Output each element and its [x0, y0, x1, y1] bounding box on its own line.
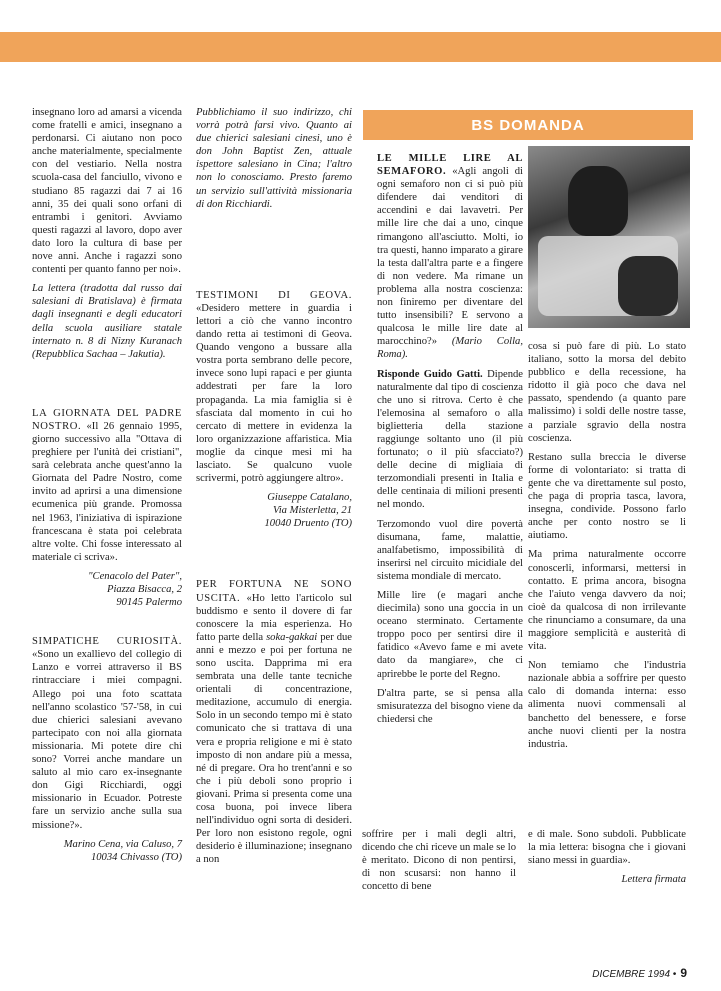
question-author: (Mario Colla, Roma). [377, 336, 523, 361]
question-body: «Agli angoli di ogni semaforo non ci si può più difendere dai venditori di accendini e dai lavavetri. Per mille lire che dai a uno, cinque rimangono all'asciutto. Molti, io tra questi, hanno imparato a girare la testa dall'altra parte e a fingere di non vedere. Ma rimane un problema alla nostra coscienza: non finiremo per diventare del tutto insensibili? E servono a qualcosa le mille lire date al marocchino?» [377, 166, 523, 348]
answer-body: Dipende naturalmente dal tipo di coscienza che uno si ritrova. Certo è che l'elemosina al semaforo o alla biglietteria della stazione raggiunge soltanto uno (il più fortunato; o il più sfacciato?) delle decine di migliaia di terzomondiali presenti in Italia e delle centinaia di milioni presenti nel mondo. [377, 368, 523, 511]
signature: 90145 Palermo [116, 597, 182, 609]
letter [32, 407, 182, 564]
paragraph: insegnano loro ad amarsi a vicenda come fratelli e amici, insegnano a perdonarsi. Ci aiutano non poco anche materialmente, specialmente con del vestiario. Nella nostra scuola-casa del fanciullo, vivono e studiano 85 ragazzi dai 7 ai 16 anni, 35 dei quali sono orfani di entrambi i genitori. Avviamo questi ragazzi al lavoro, dopo aver dato loro la cultura di base per nove anni. Anche i ragazzi sono contenti per quanto fanno per noi». [32, 107, 182, 276]
letter-body: per due anni e mezzo e poi per fortuna ne sono uscita. Dapprima mi era sembrata una delle tante tecniche orientali di concentrazione, meditazione, accumulo di energia. Solo in un secondo tempo mi è stato comunicato che si trattava di una vera e propria religione e mi è stato imposto di non andare più a messa, né di pregare. Ora ho trent'anni e so che i più deboli sono proprio i giovani. Prima si presenta come una cosa buona, poi invece libera nell'individuo ogni sorta di desideri. Per loro non esistono regole, ogni desiderio è illuminazione; insegnano a non [196, 631, 352, 866]
column-2 [196, 106, 352, 873]
question-heading: LE MILLE LIRE AL SEMAFORO. [377, 153, 523, 178]
continuation-1 [362, 828, 516, 899]
answer-paragraph: cosa si può fare di più. Lo stato italiano, sotto la morsa del debito pubblico e della recessione, ha ridotto il già poco che dava nel passato, spendendo (a quanto pare malissimo) i soldi delle nostre tasse, a parziale sgravio della nostra coscienza. [528, 341, 686, 444]
answer-paragraph: Ma prima naturalmente occorre conoscerli, informarsi, mettersi in contatto. E prima ancora, bisogna che l'aiuto venga davvero da noi; cioè da qualcosa di non irrilevante che rinunciamo a consumare, da una maggiore semplicità e austerità di vita. [528, 549, 686, 653]
continuation-2 [528, 828, 686, 886]
answer-paragraph: D'altra parte, se si pensa alla smisuratezza del bisogno viene da chiedersi che [377, 687, 523, 725]
editor-note: Pubblichiamo il suo indirizzo, chi vorrà potrà farsi vivo. Quanto ai due chierici salesiani cinesi, uno è don John Baptist Zen, attuale ispettore salesiano in Cina; l'altro non lo conosciamo. Presto faremo un servizio sull'attività missionaria di don Ricchiardi. [196, 107, 352, 210]
column-1 [32, 106, 182, 864]
letter-body: «Desidero mettere in guardia i lettori a ciò che vanno incontro dando retta ai testimoni di Geova. Quando vengono a bussare alla vostra porta sembrano delle pecore, invece sono lupi rapaci e per giunta addestrati per fare la loro propaganda. La mia famiglia si è sfasciata dal momento in cui ho cercato di mettere in evidenza la loro organizzazione affaristica. Mia moglie da cinque mesi mi ha lasciato. Se qualcuno vuole scrivermi, potrò aggiungere altro». [196, 302, 352, 485]
signature: Via Misterletta, 21 [273, 505, 352, 517]
letter-body: «Sono un exallievo del collegio di Lanzo e vorrei attraverso il BS rintracciare i miei compagni. Allego poi una foto scattata nell'anno scolastico '57-'58, in cui due chierici salesiani avevano partecipato con noi alla giornata missionaria. Mi potete dire chi sono? Vorrei anche mandare un saluto al mio caro ex-insegnante don Gigi Ricchiardi, oggi missionario in Ecuador. Potreste fare un servizio anche sulla sua missione?». [32, 649, 182, 831]
letter-heading: TESTIMONI DI GEOVA. [196, 289, 352, 301]
answer-paragraph: Restano sulla breccia le diverse forme di volontariato: si tratta di gente che va direttamente sul posto, che paga di propria tasca, lavora, insegna, condivide. Possono farlo anche per conto nostro se li aiutiamo. [528, 451, 686, 542]
page-footer [592, 966, 687, 980]
letter-body: «Ho letto l'articolo sul buddismo e sento il dovere di far conoscere la mia esperienza. Ho fatto parte della [196, 592, 352, 643]
section-title: BS DOMANDA [471, 117, 585, 134]
emphasis: soka-gakkai [266, 631, 318, 643]
issue-date: DICEMBRE 1994 • [592, 969, 677, 980]
letter-heading: LA GIORNATA DEL PADRE NOSTRO. [32, 407, 182, 432]
letter-body: «Il 26 gennaio 1995, giorno successivo alla "Ottava di preghiere per l'unità dei cristiani", sarà celebrata anche quest'anno la Giornata del Padre Nostro, come invito ad aprirsi a una dimensione ecumenica più grande. Promossa nel 1963, l'iniziativa di ispirazione francescana è stata poi celebrata altre volte. Chi fosse interessato al materiale ci scriva». [32, 420, 182, 563]
question [377, 152, 523, 362]
letter [32, 635, 182, 831]
page-number: 9 [680, 966, 687, 980]
section-banner [363, 110, 693, 140]
letter [196, 289, 352, 485]
signature: "Cenacolo del Pater", [88, 570, 182, 582]
column-3 [377, 152, 523, 732]
signature: Piazza Bisacca, 2 [106, 584, 182, 595]
signature: Giuseppe Catalano, [267, 492, 352, 504]
answer-paragraph: Non temiamo che l'industria nazionale abbia a soffrire per questo calo di domanda interna: esso alimenta nuovi commensali al banchetto del benessere, e forse anche nuovi clienti per la nostra industria. [528, 660, 686, 750]
signature: Lettera firmata [621, 874, 686, 886]
photo [528, 146, 690, 328]
signature: 10034 Chivasso (TO) [90, 851, 182, 863]
signature: 10040 Druento (TO) [264, 518, 352, 530]
letter [196, 578, 352, 866]
signature: Marino Cena, via Caluso, 7 [63, 838, 182, 850]
answer-paragraph: Mille lire (e magari anche diecimila) sono una goccia in un oceano sterminato. Certamente troppo poco per sentirsi dire il fatidico «Avevo fame e mi avete dato da mangiare», che ci aprirebbe le porte del Regno. [377, 590, 523, 680]
letter-body: soffrire per i mali degli altri, dicendo che chi riceve un male se lo è meritato. Dicono di non pentirsi, di non scusarsi: non hanno il concetto di bene [362, 829, 516, 893]
letter-heading: SIMPATICHE CURIOSITÀ. [32, 636, 182, 648]
letter-heading: PER FORTUNA NE SONO USCITA. [196, 579, 352, 604]
column-4 [528, 340, 686, 757]
header-band [0, 32, 721, 62]
editor-note: La lettera (tradotta dal russo dai salesiani di Bratislava) è firmata dagli insegnanti e degli educatori della scuola ausiliare statale internato n. 8 di Nizny Kuranach (Repubblica Sachaa – Jakutia). [32, 283, 182, 360]
answer-paragraph: Terzomondo vuol dire povertà disumana, fame, malattie, analfabetismo, impossibilità di inserirsi nel circuito micidiale del sistema mondiale di mercato. [377, 518, 523, 582]
letter-body: e di male. Sono subdoli. Pubblicate la mia lettera: bisogna che i giovani siano messi in guardia». [528, 829, 686, 867]
answer-heading: Risponde Guido Gatti. [377, 368, 483, 380]
